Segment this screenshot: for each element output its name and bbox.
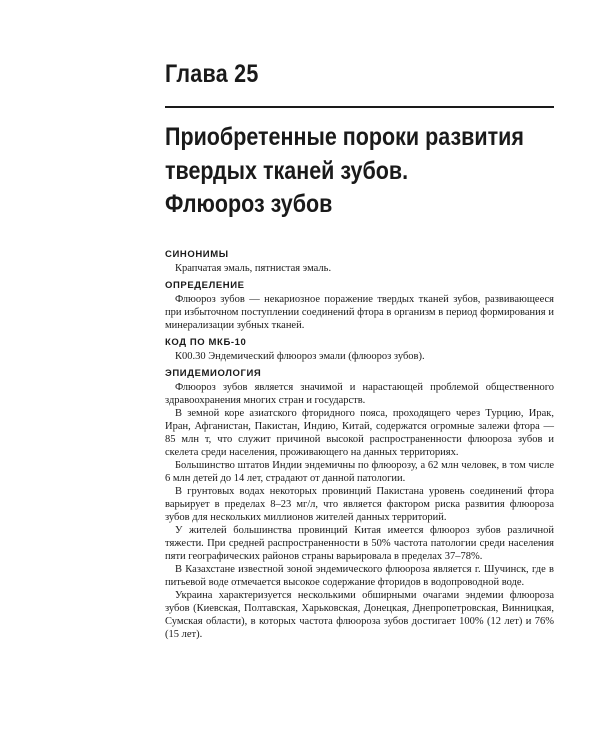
paragraph: Большинство штатов Индии эндемичны по флюорозу, а 62 млн человек, в том числе 6 млн детей до 14 лет, страдают от данной патологии. <box>165 460 554 484</box>
section-icd <box>165 336 554 363</box>
paragraph: Украина характеризуется несколькими обширными очагами эндемии флюороза зубов (Киевская, Полтавская, Харьковская, Донецкая, Днепропетровская, Винницкая, Сумская области), в которых частота флюороза зубов достигает 100% (12 лет) и 76% (15 лет). <box>165 590 554 640</box>
heading-divider <box>165 106 554 108</box>
title-line: твердых тканей зубов. <box>165 156 409 185</box>
section-definition <box>165 279 554 332</box>
paragraph: В грунтовых водах некоторых провинций Пакистана уровень соединений фтора варьирует в пределах 8–23 мг/л, что является фактором риска развития флюороза зубов для нескольких миллионов жителей данных территорий. <box>165 486 554 523</box>
paragraph: В Казахстане известной зоной эндемического флюороза является г. Шучинск, где в питьевой воде отмечается высокое содержание фторидов в водопроводной воде. <box>165 564 554 588</box>
paragraph: Флюороз зубов — некариозное поражение твердых тканей зубов, развивающееся при избыточном поступлении соединений фтора в организм в период формирования и минерализации зубных тканей. <box>165 294 554 331</box>
paragraph: К00.30 Эндемический флюороз эмали (флюороз зубов). <box>175 351 425 362</box>
page-title <box>165 121 524 222</box>
paragraph: В земной коре азиатского фторидного пояса, проходящего через Турцию, Ирак, Иран, Афганистан, Пакистан, Индию, Китай, содержатся огромные залежи фтора — 85 млн т, что служит причиной высокой распространенности флюороза зубов и скелета среди населения, проживающего на данных территориях. <box>165 408 554 458</box>
paragraph: Крапчатая эмаль, пятнистая эмаль. <box>175 263 332 274</box>
section-synonyms <box>165 248 554 275</box>
title-line: Флюороз зубов <box>165 190 333 218</box>
section-heading: ЭПИДЕМИОЛОГИЯ <box>165 368 262 379</box>
section-epidemiology <box>165 367 554 641</box>
title-line: Приобретенные пороки развития <box>165 123 524 151</box>
chapter-heading: Глава 25 <box>165 60 259 88</box>
paragraph: У жителей большинства провинций Китая имеется флюороз зубов различной тяжести. При средней распространенности в 50% частота патологии среди населения пяти географических районов страны варьировала в пределах 37–78%. <box>165 525 554 562</box>
section-heading: СИНОНИМЫ <box>165 249 229 260</box>
paragraph: Флюороз зубов является значимой и нарастающей проблемой общественного здравоохранения многих стран и государств. <box>165 382 554 406</box>
section-heading: ОПРЕДЕЛЕНИЕ <box>165 280 245 291</box>
chapter-body <box>165 248 554 641</box>
section-heading: КОД ПО МКБ-10 <box>165 337 247 348</box>
